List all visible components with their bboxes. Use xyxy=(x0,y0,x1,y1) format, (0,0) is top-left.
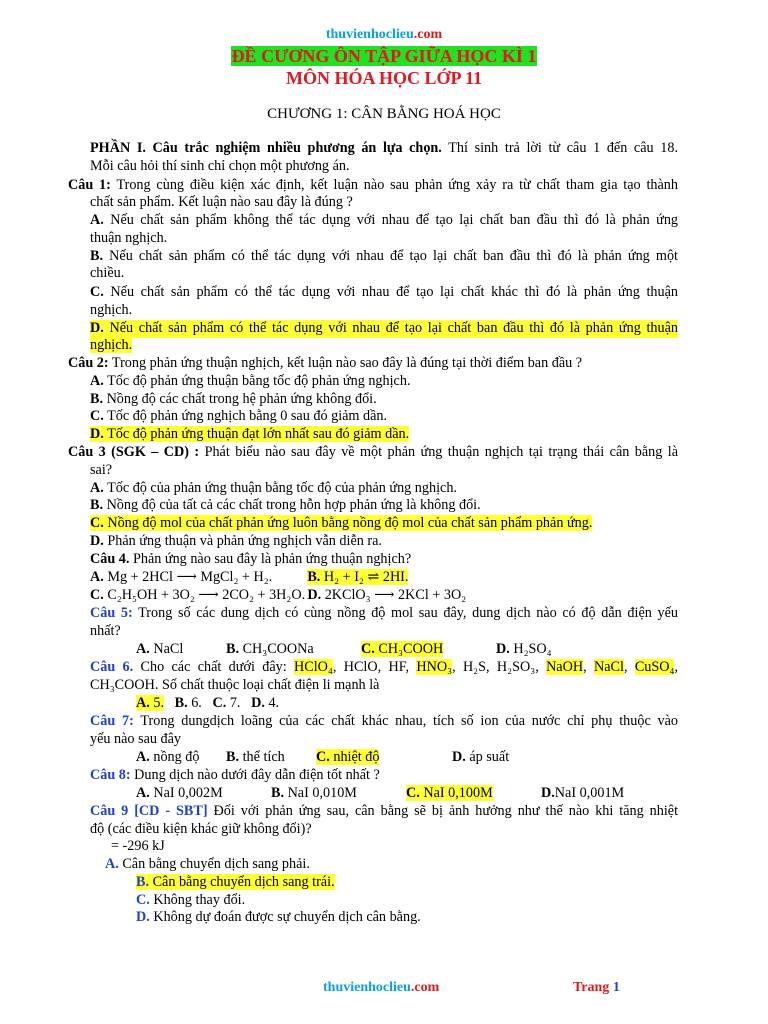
footer-domain-part: .com xyxy=(410,980,440,995)
q6-label: Câu 6. xyxy=(90,659,134,675)
q2-option-a: A. Tốc độ phản ứng thuận bằng tốc độ phản ứng nghịch. xyxy=(90,373,411,389)
q2-b-text: Nồng độ các chất trong hệ phản ứng không đổi. xyxy=(106,391,377,407)
q3-option-b: B. Nồng độ của tất cả các chất trong hỗn hợp phản ứng là không đổi. xyxy=(90,497,481,513)
q9-option-d: D. Không dự đoán được sự chuyển dịch cân bằng. xyxy=(136,909,421,925)
q4-a-text: Mg + 2HCl ⟶ MgCl₂ + H₂. xyxy=(107,569,273,585)
q3-option-d: D. Phản ứng thuận và phản ứng nghịch vẫn diễn ra. xyxy=(90,533,382,549)
q5-options: A. NaCl B. CH₃COONa C. CH₃COOH D. H₂SO₄ xyxy=(136,641,552,657)
q7-text-2: yếu nào sau đây xyxy=(90,731,182,747)
q5-b-text: CH₃COONa xyxy=(242,641,314,657)
q1-option-b: B. Nếu chất sản phẩm có thể tác dụng với nhau để tạo lại chất ban đầu thì đó là phản ứng một xyxy=(90,248,678,264)
q2-d-text: Tốc độ phản ứng thuận đạt lớn nhất sau đó giảm dần. xyxy=(107,426,410,442)
part-instructions-2: Mỗi câu hỏi thí sinh chỉ chọn một phương án. xyxy=(90,158,350,174)
q9-option-c: C. Không thay đổi. xyxy=(136,892,246,908)
q8-a-text: NaI 0,002M xyxy=(153,785,223,801)
q2-c-text: Tốc độ phản ứng nghịch bằng 0 sau đó giảm dần. xyxy=(107,408,388,424)
question-6: Câu 6. Cho các chất dưới đây: HClO₄, HClO, HF, HNO₃, H₂S, H₂SO₃, NaOH, NaCl, CuSO₄, xyxy=(90,659,678,675)
q2-option-b: B. Nồng độ các chất trong hệ phản ứng không đổi. xyxy=(90,391,377,407)
q4-option-b-answer: B. H₂ + I₂ ⇌ 2HI. xyxy=(307,569,409,585)
q2-label: Câu 2: xyxy=(68,355,109,371)
q2-a-text: Tốc độ phản ứng thuận bằng tốc độ phản ứng nghịch. xyxy=(107,373,411,389)
q8-label: Câu 8: xyxy=(90,767,131,783)
q7-text: Trong dungdịch loãng của các chất khác nhau, tích số ion của nước chỉ phụ thuộc vào xyxy=(140,713,678,729)
q1-option-c: C. Nếu chất sản phẩm có thể tác dụng với nhau để tạo lại chất khác thì đó là phản ứng thuận xyxy=(90,284,678,300)
q1-b-text: Nếu chất sản phẩm có thể tác dụng với nhau để tạo lại chất ban đầu thì đó là phản ứng một xyxy=(109,248,678,264)
q8-d-text: NaI 0,001M xyxy=(554,785,625,801)
q6-item-strong: CuSO₄ xyxy=(634,659,675,675)
page-number xyxy=(573,980,620,996)
q6-d-text: 4. xyxy=(268,695,280,711)
question-4 xyxy=(90,551,700,569)
q7-a-text: nồng độ xyxy=(153,749,200,765)
q7-c-text: nhiệt độ xyxy=(333,749,380,765)
q4-options-ab: A. Mg + 2HCl ⟶ MgCl₂ + H₂. B. H₂ + I₂ ⇌ 2HI. xyxy=(90,569,409,585)
q4-text: Phản ứng nào sau đây là phản ứng thuận nghịch? xyxy=(132,551,412,567)
footer-site-part: thuvienhoclieu xyxy=(323,980,411,995)
q9-label: Câu 9 [CD - SBT] xyxy=(90,803,208,819)
question-3 xyxy=(68,444,678,462)
question-7 xyxy=(90,713,678,731)
part-text: Thí sinh trả lời từ câu 1 đến câu 18. xyxy=(448,140,678,156)
q2-option-c: C. Tốc độ phản ứng nghịch bằng 0 sau đó giảm dần. xyxy=(90,408,388,424)
title-line-1: ĐỀ CƯƠNG ÔN TẬP GIỮA HỌC KÌ 1 xyxy=(231,46,537,66)
document-title xyxy=(0,46,768,67)
q1-option-d-2 xyxy=(90,337,700,355)
q7-d-text: áp suất xyxy=(469,749,510,765)
q5-label: Câu 5: xyxy=(90,605,133,621)
q6-item-strong: NaOH xyxy=(546,659,584,675)
q9-d-text: Không dự đoán được sự chuyển dịch cân bằng. xyxy=(153,909,421,925)
q1-a-text: Nếu chất sản phẩm không thể tác dụng với nhau để tạo lại chất ban đầu thì đó là phản ứng xyxy=(110,212,679,228)
q5-text: Trong số các dung dịch có cùng nồng độ mol sau đây, dung dịch nào có độ dẫn điện yếu xyxy=(138,605,678,621)
q6-item: H₂S xyxy=(462,659,487,675)
q6-item-strong: NaCl xyxy=(593,659,624,675)
q9-option-a: A. Cân bằng chuyển dịch sang phải. xyxy=(105,856,310,872)
q4-c-text: C₂H₅OH + 3O₂ ⟶ 2CO₂ + 3H₂O. xyxy=(107,587,306,603)
q9-b-text: Cân bằng chuyển dịch sang trái. xyxy=(152,874,335,890)
part-instructions xyxy=(90,140,678,158)
q9-option-b-answer: B. Cân bằng chuyển dịch sang trái. xyxy=(136,874,335,890)
q7-label: Câu 7: xyxy=(90,713,134,729)
page-label: Trang xyxy=(573,980,610,995)
question-9 xyxy=(90,803,678,821)
part-label: PHẦN I. Câu trắc nghiệm nhiều phương án lựa chọn. xyxy=(90,140,442,156)
q8-options: A. NaI 0,002M B. NaI 0,010M C. NaI 0,100M D.NaI 0,001M xyxy=(136,785,625,801)
header-site-name xyxy=(0,27,768,43)
q9-text: Đối với phản ứng sau, cân bằng sẽ bị ảnh hưởng như thế nào khi tăng nhiệt xyxy=(213,803,679,819)
q2-text: Trong phản ứng thuận nghịch, kết luận nào sao đây là đúng tại thời điểm ban đầu ? xyxy=(111,355,583,371)
q1-option-d-answer: D. Nếu chất sản phẩm có thể tác dụng với nhau để tạo lại chất ban đầu thì đó là phản ứng thuận xyxy=(90,320,678,336)
q3-a-text: Tốc độ của phản ứng thuận bằng tốc độ của phản ứng nghịch. xyxy=(107,480,457,496)
q2-option-d-answer: D. Tốc độ phản ứng thuận đạt lớn nhất sau đó giảm dần. xyxy=(90,426,410,442)
q6-item: HF xyxy=(388,659,406,675)
q6-b-text: 6. xyxy=(191,695,202,711)
q1-d-text: Nếu chất sản phẩm có thể tác dụng với nhau để tạo lại chất ban đầu thì đó là phản ứng thuận xyxy=(109,320,678,336)
q3-b-text: Nồng độ của tất cả các chất trong hỗn hợp phản ứng là không đổi. xyxy=(106,497,481,513)
q7-options: A. nồng độ B. thể tích C. nhiệt độ D. áp suất xyxy=(136,749,510,765)
question-2 xyxy=(68,355,678,373)
site-domain-part: .com xyxy=(413,27,443,42)
q6-text-2: CH₃COOH. Số chất thuộc loại chất điện li mạnh là xyxy=(90,677,380,693)
q7-b-text: thể tích xyxy=(242,749,285,765)
q1-option-a-2: thuận nghịch. xyxy=(90,230,168,246)
q6-item: HClO xyxy=(343,659,378,675)
q3-option-c-answer: C. Nồng độ mol của chất phản ứng luôn bằng nồng độ mol của chất sản phẩm phản ứng. xyxy=(90,515,593,531)
q3-d-text: Phản ứng thuận và phản ứng nghịch vẫn diễn ra. xyxy=(107,533,382,549)
q6-c-text: 7. xyxy=(229,695,241,711)
q3-text-2: sai? xyxy=(90,462,113,478)
q5-c-text: CH₃COOH xyxy=(378,641,444,657)
q8-text: Dung dịch nào dưới đây dẫn điện tốt nhất ? xyxy=(134,767,380,783)
footer-site-name xyxy=(323,980,439,996)
question-1 xyxy=(68,177,678,195)
q4-options-cd: C. C₂H₅OH + 3O₂ ⟶ 2CO₂ + 3H₂O. D. 2KClO₃ ⟶ 2KCl + 3O₂ xyxy=(90,587,467,603)
q1-text: Trong cùng điều kiện xác định, kết luận nào sau phản ứng xảy ra từ chất tham gia tạo thành xyxy=(116,177,678,193)
q1-text-2: chất sản phẩm. Kết luận nào sau đây là đúng ? xyxy=(90,194,353,210)
q6-text: Cho các chất dưới đây: xyxy=(140,659,287,675)
q9-a-text: Cân bằng chuyển dịch sang phải. xyxy=(122,856,310,872)
q1-label: Câu 1: xyxy=(68,177,111,193)
q3-label: Câu 3 (SGK – CD) : xyxy=(68,444,200,460)
q4-b-text: H₂ + I₂ ⇌ 2HI. xyxy=(323,569,409,585)
q1-c-text: Nếu chất sản phẩm có thể tác dụng với nhau để tạo lại chất khác thì đó là phản ứng thuận xyxy=(110,284,678,300)
q6-a-text: 5. xyxy=(153,695,164,711)
q6-item-strong: HClO₄ xyxy=(294,659,333,675)
q1-option-c-2: nghịch. xyxy=(90,302,133,318)
q3-option-a: A. Tốc độ của phản ứng thuận bằng tốc độ của phản ứng nghịch. xyxy=(90,480,457,496)
chapter-heading: CHƯƠNG 1: CÂN BẰNG HOÁ HỌC xyxy=(267,106,501,122)
q6-item: H₂SO₃ xyxy=(496,659,536,675)
q4-d-text: 2KClO₃ ⟶ 2KCl + 3O₂ xyxy=(324,587,467,603)
q6-options: A. 5. B. 6. C. 7. D. 4. xyxy=(136,695,280,711)
q8-b-text: NaI 0,010M xyxy=(287,785,357,801)
subject-title: MÔN HÓA HỌC LỚP 11 xyxy=(285,68,482,88)
q3-text: Phát biểu nào sau đây về một phản ứng thuận nghịch tại trạng thái cân bằng là xyxy=(204,444,678,460)
question-5 xyxy=(90,605,678,623)
q9-text-2: độ (các điều kiện khác giữ không đổi)? xyxy=(90,821,312,837)
question-8 xyxy=(90,767,700,785)
site-name-part: thuvienhoclieu xyxy=(325,27,414,42)
q9-enthalpy: = -296 kJ xyxy=(111,838,165,854)
q1-d-text-2: nghịch. xyxy=(90,337,133,353)
q9-c-text: Không thay đổi. xyxy=(153,892,246,908)
q3-c-text: Nồng độ mol của chất phản ứng luôn bằng nồng độ mol của chất sản phẩm phản ứng. xyxy=(107,515,593,531)
q5-d-text: H₂SO₄ xyxy=(513,641,552,657)
q1-option-b-2: chiều. xyxy=(90,265,125,281)
q1-option-a: A. Nếu chất sản phẩm không thể tác dụng với nhau để tạo lại chất ban đầu thì đó là phản ứng xyxy=(90,212,679,228)
q4-label: Câu 4. xyxy=(90,551,130,567)
q6-item-strong: HNO₃ xyxy=(416,659,453,675)
q5-text-2: nhất? xyxy=(90,623,121,639)
q5-a-text: NaCl xyxy=(153,641,184,657)
q8-c-text: NaI 0,100M xyxy=(423,785,493,801)
page-number-value: 1 xyxy=(612,980,620,995)
